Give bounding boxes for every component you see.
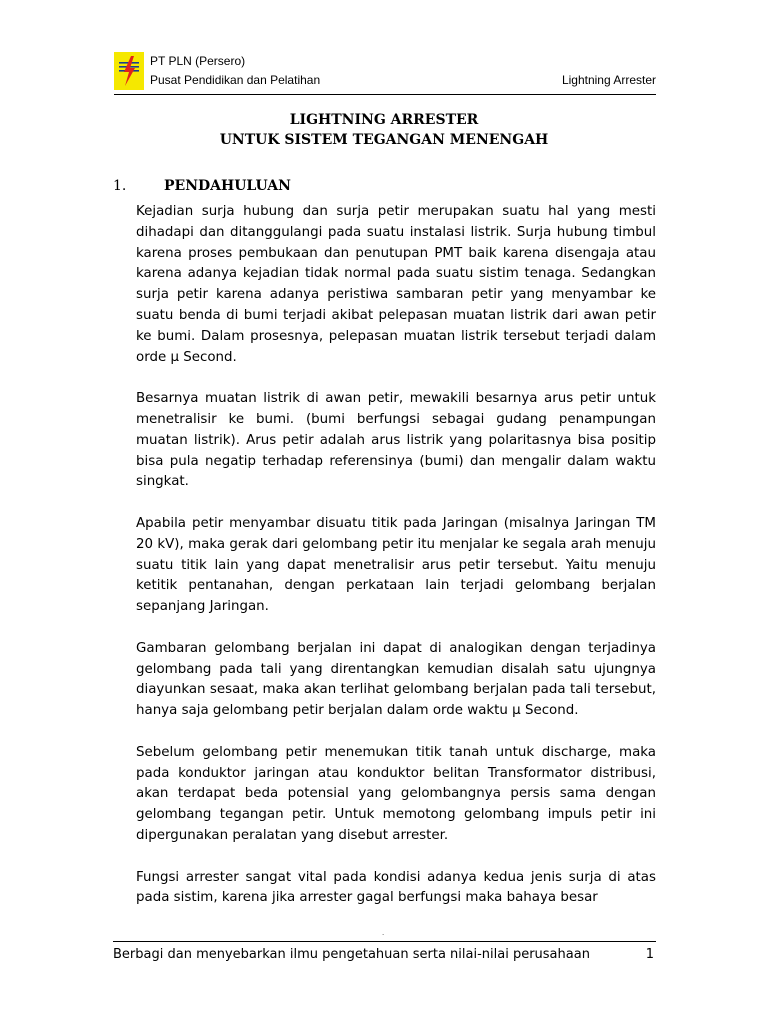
header-doc-tag: Lightning Arrester <box>561 73 656 87</box>
footer-divider <box>113 941 656 942</box>
paragraph: Apabila petir menyambar disuatu titik pada Jaringan (misalnya Jaringan TM 20 kV), maka gerak dari gelombang petir itu menjalar ke segala arah menuju suatu titik lain yang dapat menetralisir arus petir tersebut. Yaitu menuju ketitik pentanahan, dengan perkataan lain terjadi gelombang berjalan sepanjang Jaringan. <box>136 515 656 615</box>
section-heading: PENDAHULUAN <box>164 178 291 194</box>
logo-graphic <box>114 52 144 90</box>
section-number: 1. <box>113 178 127 194</box>
body-text <box>136 202 656 930</box>
footer-dot: . <box>382 928 385 937</box>
org-unit: Pusat Pendidikan dan Pelatihan <box>150 73 321 87</box>
document-title <box>0 110 768 150</box>
paragraph: Kejadian surja hubung dan surja petir merupakan suatu hal yang mesti dihadapi dan ditanggulangi pada suatu instalasi listrik. Surja hubung timbul karena proses pembukaan dan penutupan PMT baik karena disengaja atau karena adanya kejadian tidak normal pada suatu sistim tenaga. Sedangkan surja petir karena adanya peristiwa sambaran petir yang menyambar ke suatu benda di bumi terjadi akibat pelepasan muatan listrik dari awan petir ke bumi. Dalam prosesnya, pelepasan muatan listrik tersebut terjadi dalam orde µ Second. <box>136 204 656 365</box>
title-line-1: LIGHTNING ARRESTER <box>289 112 479 128</box>
footer-text: Berbagi dan menyebarkan ilmu pengetahuan serta nilai-nilai perusahaan <box>113 947 590 962</box>
paragraph: Sebelum gelombang petir menemukan titik tanah untuk discharge, maka pada konduktor jaringan atau konduktor belitan Transformator distribusi, akan terdapat beda potensial yang gelombangnya persis sama dengan gelombang tegangan petir. Untuk memotong gelombang impuls petir ini dipergunakan peralatan yang disebut arrester. <box>136 744 656 843</box>
title-line-2: UNTUK SISTEM TEGANGAN MENENGAH <box>219 132 549 148</box>
page-number: 1 <box>645 947 654 962</box>
pln-lightning-logo-icon <box>114 52 144 90</box>
org-name: PT PLN (Persero) <box>150 54 246 68</box>
paragraph: Fungsi arrester sangat vital pada kondisi adanya kedua jenis surja di atas pada sistim, karena jika arrester gagal berfungsi maka bahaya besar <box>136 869 656 906</box>
paragraph: Besarnya muatan listrik di awan petir, mewakili besarnya arus petir untuk menetralisir ke bumi. (bumi berfungsi sebagai gudang penampungan muatan listrik). Arus petir adalah arus listrik yang polaritasnya bisa positip bisa pula negatip terhadap referensinya (bumi) dan mengalir dalam waktu singkat. <box>136 391 656 490</box>
page-header <box>114 50 656 95</box>
paragraph: Gambaran gelombang berjalan ini dapat di analogikan dengan terjadinya gelombang pada tali yang direntangkan kemudian disalah satu ujungnya diayunkan sesaat, maka akan terlihat gelombang berjalan pada tali tersebut, hanya saja gelombang petir berjalan dalam orde waktu µ Second. <box>136 640 656 719</box>
